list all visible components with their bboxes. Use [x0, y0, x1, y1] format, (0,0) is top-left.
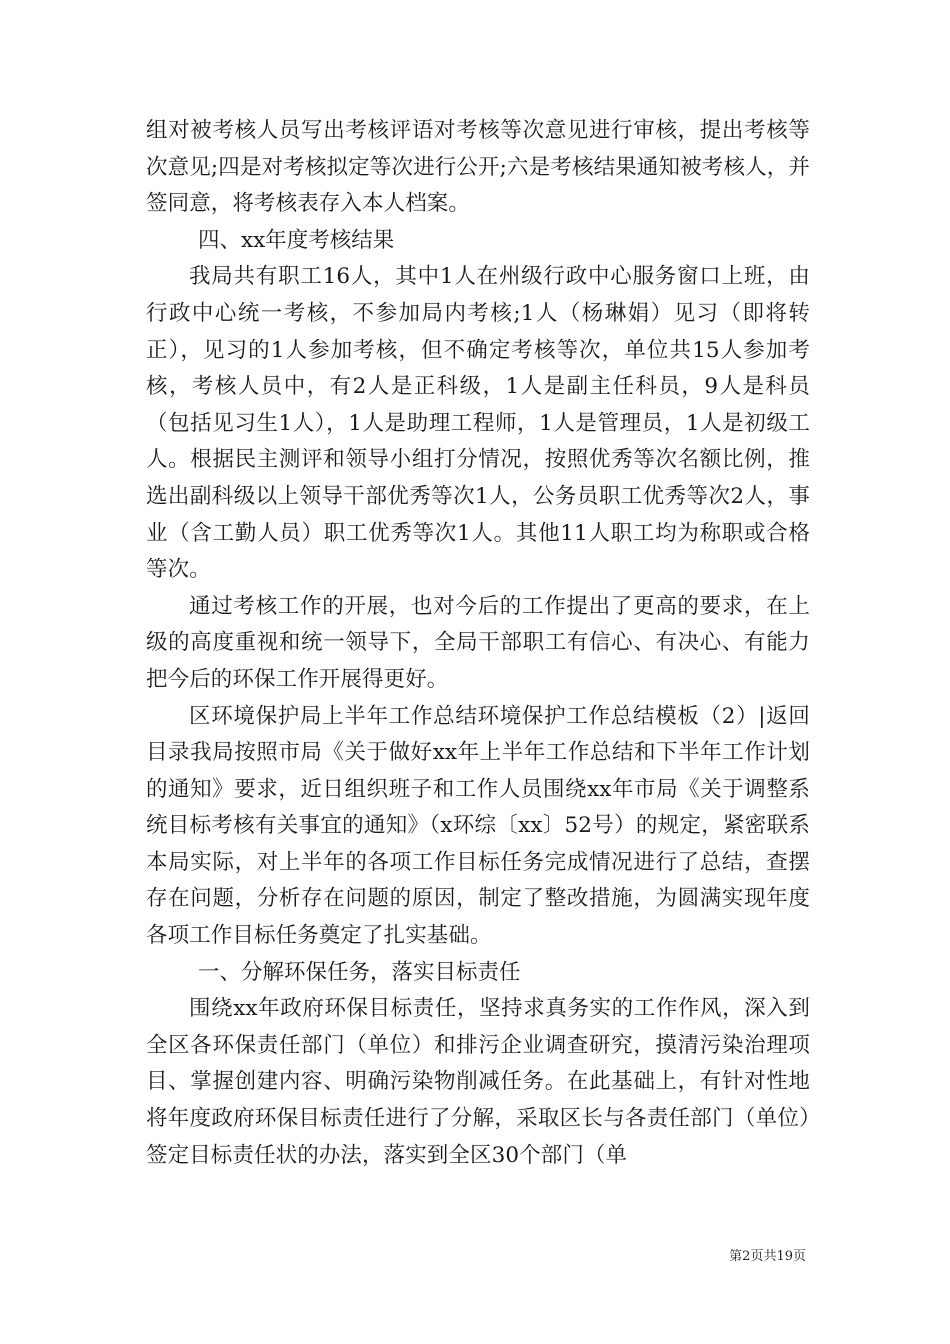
paragraph-future-work: 通过考核工作的开展，也对今后的工作提出了更高的要求，在上级的高度重视和统一领导下，全局干部职工有信心、有决心、有能力把今后的环保工作开展得更好。 — [146, 593, 810, 692]
paragraph-assessment-procedure: 组对被考核人员写出考核评语对考核等次意见进行审核，提出考核等次意见;四是对考核拟定等次进行公开;六是考核结果通知被考核人，并签同意，将考核表存入本人档案。 — [146, 118, 810, 217]
paragraph-staff-results: 我局共有职工16人，其中1人在州级行政中心服务窗口上班，由行政中心统一考核，不参加局内考核;1人（杨琳娟）见习（即将转正），见习的1人参加考核，但不确定考核等次，单位共15人参加考核，考核人员中，有2人是正科级，1人是副主任科员，9人是科员（包括见习生1人），1人是助理工程师，1人是管理员，1人是初级工人。根据民主测评和领导小组打分情况，按照优秀等次名额比例，推选出副科级以上领导干部优秀等次1人，公务员职工优秀等次2人，事业（含工勤人员）职工优秀等次1人。其他11人职工均为称职或合格等次。 — [146, 264, 810, 583]
document-body — [146, 113, 810, 1174]
heading-decompose-tasks: 一、分解环保任务，落实目标责任 — [198, 959, 521, 985]
heading-annual-results: 四、xx年度考核结果 — [198, 227, 395, 253]
paragraph-summary-template: 区环境保护局上半年工作总结环境保护工作总结模板（2）|返回目录我局按照市局《关于做好xx年上半年工作总结和下半年工作计划的通知》要求，近日组织班子和工作人员围绕xx年市局《关于调整系统目标考核有关事宜的通知》（x环综〔xx〕52号）的规定，紧密联系本局实际，对上半年的各项工作目标任务完成情况进行了总结，查摆存在问题，分析存在问题的原因，制定了整改措施，为圆满实现年度各项工作目标任务奠定了扎实基础。 — [146, 703, 810, 949]
page-number: 第2页共19页 — [729, 1249, 806, 1264]
paragraph-target-responsibility: 围绕xx年政府环保目标责任，坚持求真务实的工作作风，深入到全区各环保责任部门（单位）和排污企业调查研究，摸清污染治理项目、掌握创建内容、明确污染物削减任务。在此基础上，有针对性地将年度政府环保目标责任进行了分解，采取区长与各责任部门（单位）签定目标责任状的办法，落实到全区30个部门（单 — [146, 996, 810, 1168]
